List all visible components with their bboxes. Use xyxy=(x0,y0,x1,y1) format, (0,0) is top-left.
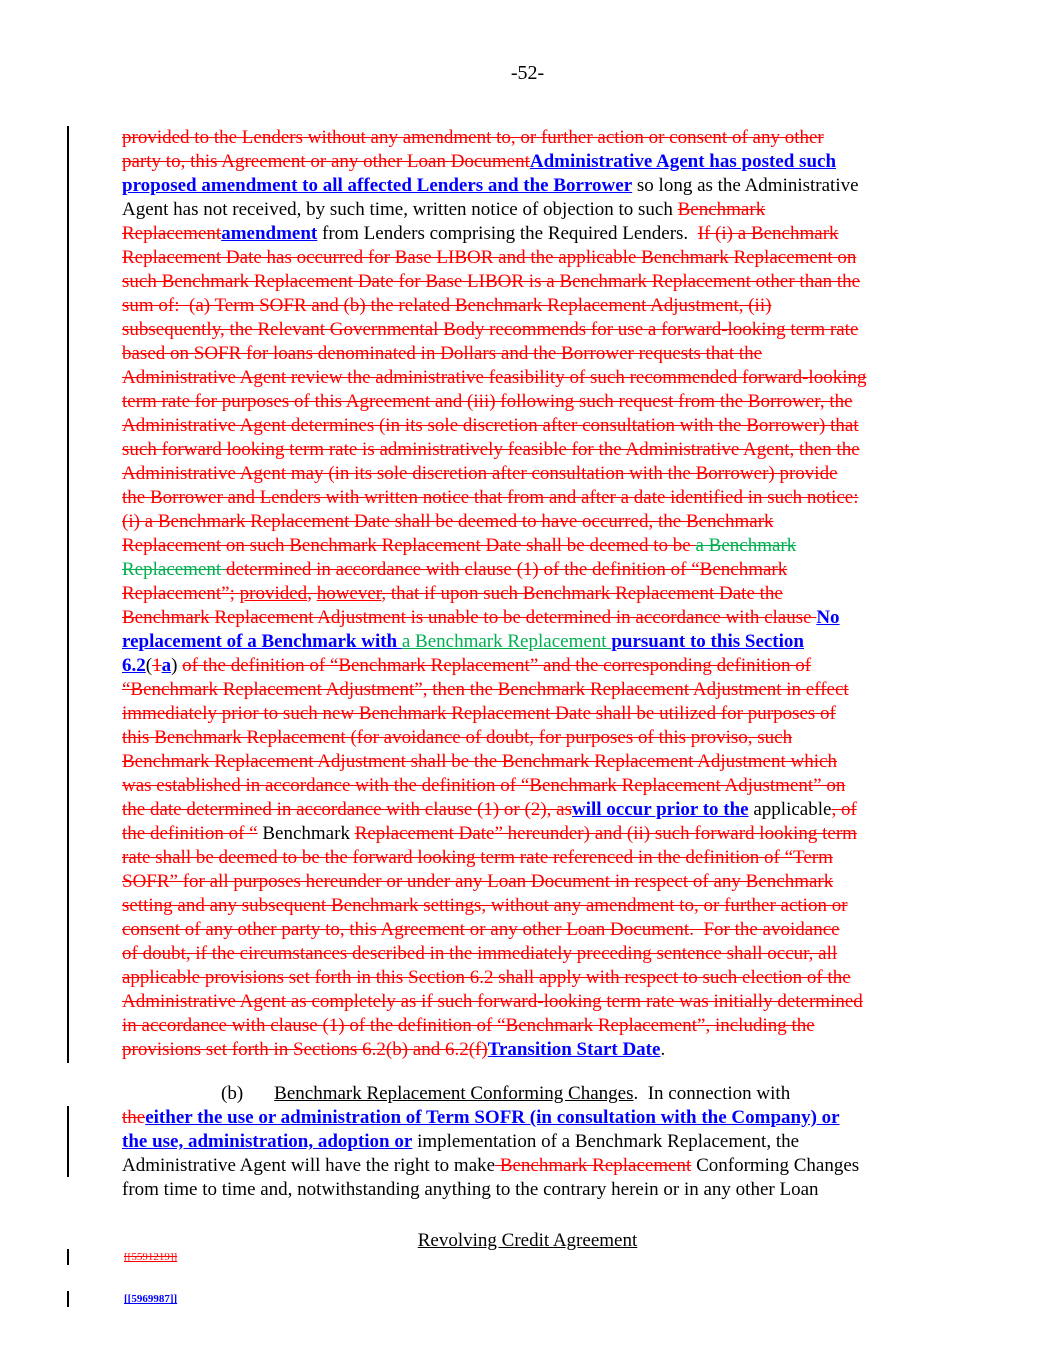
text-line xyxy=(122,1014,934,1038)
text-run-n: ( xyxy=(145,655,153,676)
text-line xyxy=(122,318,934,342)
text-line xyxy=(122,1154,934,1178)
text-run-g: a Benchmark xyxy=(695,535,797,556)
text-line xyxy=(122,294,934,318)
text-line xyxy=(122,438,934,462)
text-run-d: sum of: (a) Term SOFR and (b) the related Benchmark Replacement Adjustment, (ii) xyxy=(122,295,772,316)
text-run-d: such Benchmark Replacement Date for Base LIBOR is a Benchmark Replacement other than the xyxy=(122,271,861,292)
text-run-d: Replacement Date has occurred for Base LIBOR and the applicable Benchmark Replacement on xyxy=(122,247,857,268)
text-run-d: of the definition of “Benchmark Replacement” and the corresponding definition of xyxy=(182,655,812,676)
text-line xyxy=(122,630,934,654)
text-line xyxy=(122,150,934,174)
text-run-i: Administrative Agent has posted such xyxy=(529,151,837,172)
text-run-du: provided xyxy=(239,583,308,604)
text-line xyxy=(122,870,934,894)
text-line xyxy=(122,822,934,846)
text-run-n: so long as the Administrative xyxy=(632,175,859,196)
text-run-n: Administrative Agent will have the right to make xyxy=(122,1155,496,1176)
text-line xyxy=(122,1038,934,1062)
text-run-d: , that if upon such Benchmark Replacement Date the xyxy=(381,583,783,604)
text-run-d: consent of any other party to, this Agreement or any other Loan Document. For the avoidance xyxy=(122,919,840,940)
text-run-d: in accordance with clause (1) of the definition of “Benchmark Replacement”, including the xyxy=(122,1015,815,1036)
text-line xyxy=(122,1106,934,1130)
change-bar-doc-id-inserted xyxy=(67,1291,69,1307)
text-run-d: Replacement on such Benchmark Replacement Date shall be deemed to be xyxy=(122,535,696,556)
text-run-d: the definition of “ xyxy=(122,823,258,844)
change-bar-paragraph-b xyxy=(67,1106,69,1177)
text-run-d: such forward looking term rate is administratively feasible for the Administrative Agent, then the xyxy=(122,439,860,460)
text-line xyxy=(122,750,934,774)
text-line xyxy=(122,126,934,150)
text-run-n: from time to time and, notwithstanding anything to the contrary herein or in any other Loan xyxy=(122,1179,819,1200)
text-run-i: the use, administration, adoption or xyxy=(122,1131,413,1152)
text-run-d: Replacement Date” hereunder) and (ii) such forward looking term xyxy=(354,823,857,844)
text-run-d: , of xyxy=(831,799,857,820)
text-line xyxy=(122,534,934,558)
text-run-d: determined in accordance with clause (1) of the definition of “Benchmark xyxy=(225,559,788,580)
text-run-nu: Benchmark Replacement Conforming Changes xyxy=(274,1083,634,1104)
paragraph-a-continuation xyxy=(122,126,934,1062)
text-line xyxy=(122,270,934,294)
text-run-d: the date determined in accordance with clause (1) or (2), as xyxy=(122,799,572,820)
text-run-d: provisions set forth in Sections 6.2(b) and 6.2(f) xyxy=(122,1039,488,1060)
text-run-n: Benchmark xyxy=(257,823,355,844)
text-run-d: “Benchmark Replacement Adjustment”, then the Benchmark Replacement Adjustment in effect xyxy=(122,679,849,700)
text-run-d: party to, this Agreement or any other Loan Document xyxy=(122,151,530,172)
text-line xyxy=(122,678,934,702)
text-run-n: from Lenders comprising the Required Lenders. xyxy=(317,223,698,244)
text-run-i: No xyxy=(816,607,840,628)
text-run-d: 1 xyxy=(152,655,162,676)
footer-doc-id-deleted: [[5591219]] xyxy=(124,1251,178,1263)
text-line xyxy=(122,558,934,582)
text-line xyxy=(122,462,934,486)
text-line xyxy=(122,702,934,726)
text-line xyxy=(122,774,934,798)
text-line xyxy=(122,390,934,414)
text-line xyxy=(122,1178,934,1202)
text-line xyxy=(122,990,934,1014)
text-run-i: Transition Start Date xyxy=(487,1039,661,1060)
text-run-i: proposed amendment to all affected Lenders and the Borrower xyxy=(122,175,633,196)
text-run-d: Benchmark Replacement Adjustment is unable to be determined in accordance with clause xyxy=(122,607,817,628)
text-run-d: Administrative Agent may (in its sole discretion after consultation with the Borrower) provide xyxy=(122,463,838,484)
text-run-d: rate shall be deemed to be the forward looking term rate referenced in the definition of “Term xyxy=(122,847,833,868)
text-line xyxy=(122,174,934,198)
text-run-n: . In connection with xyxy=(633,1083,791,1104)
text-run-d: , xyxy=(307,583,317,604)
text-run-d: Replacement”; xyxy=(122,583,240,604)
text-line xyxy=(122,894,934,918)
text-line xyxy=(122,414,934,438)
text-run-n: Conforming Changes xyxy=(691,1155,860,1176)
text-line xyxy=(122,198,934,222)
text-run-i: will occur prior to the xyxy=(572,799,749,820)
text-run-d: Administrative Agent determines (in its sole discretion after consultation with the Borrower) that xyxy=(122,415,859,436)
footer-document-title: Revolving Credit Agreement xyxy=(417,1230,638,1251)
text-line xyxy=(122,1130,934,1154)
text-run-d: Benchmark Replacement xyxy=(495,1155,692,1176)
text-line xyxy=(122,798,934,822)
text-run-gi: a Benchmark Replacement xyxy=(401,631,612,652)
text-run-n: . xyxy=(660,1039,666,1060)
text-run-i: amendment xyxy=(221,223,318,244)
text-run-d: Administrative Agent as completely as if such forward-looking term rate was initially determined xyxy=(122,991,863,1012)
text-run-i: replacement of a Benchmark with xyxy=(122,631,402,652)
text-line xyxy=(122,366,934,390)
text-line xyxy=(122,486,934,510)
text-run-i: either the use or administration of Term SOFR (in consultation with the Company) or xyxy=(145,1107,840,1128)
text-run-d: term rate for purposes of this Agreement and (iii) following such request from the Borrower, the xyxy=(122,391,853,412)
text-run-d: the xyxy=(122,1107,146,1128)
text-run-n: ) xyxy=(171,655,183,676)
text-run-d: was established in accordance with the definition of “Benchmark Replacement Adjustment” on xyxy=(122,775,846,796)
text-run-du: however xyxy=(316,583,382,604)
text-line xyxy=(122,654,934,678)
text-run-d: applicable provisions set forth in this Section 6.2 shall apply with respect to such election of the xyxy=(122,967,851,988)
text-line xyxy=(122,342,934,366)
text-run-n: (b) xyxy=(221,1083,244,1104)
text-run-d: (i) a Benchmark Replacement Date shall be deemed to have occurred, the Benchmark xyxy=(122,511,774,532)
text-line xyxy=(122,582,934,606)
text-run-i: pursuant to this Section xyxy=(611,631,804,652)
text-run-d: Administrative Agent review the administrative feasibility of such recommended forward-looking xyxy=(122,367,867,388)
text-line xyxy=(122,222,934,246)
text-run-n: implementation of a Benchmark Replacement, the xyxy=(412,1131,800,1152)
footer-doc-id-inserted: [[5969987]] xyxy=(124,1293,178,1305)
text-line xyxy=(122,510,934,534)
text-line xyxy=(122,1082,934,1106)
text-run-d: Benchmark xyxy=(677,199,766,220)
text-run-d: based on SOFR for loans denominated in Dollars and the Borrower requests that the xyxy=(122,343,763,364)
text-run-d: provided to the Lenders without any amendment to, or further action or consent of any other xyxy=(122,127,824,148)
text-line xyxy=(122,726,934,750)
text-line xyxy=(122,246,934,270)
text-run-d: setting and any subsequent Benchmark settings, without any amendment to, or further action or xyxy=(122,895,848,916)
text-run-n: applicable xyxy=(748,799,832,820)
text-run-d: SOFR” for all purposes hereunder or under any Loan Document in respect of any Benchmark xyxy=(122,871,834,892)
text-run-d: the Borrower and Lenders with written notice that from and after a date identified in such notice: xyxy=(122,487,859,508)
paragraph-b xyxy=(122,1082,934,1202)
page-number: -52- xyxy=(510,62,545,84)
text-run-n: Agent has not received, by such time, written notice of objection to such xyxy=(122,199,678,220)
text-run-d: subsequently, the Relevant Governmental Body recommends for use a forward-looking term rate xyxy=(122,319,859,340)
text-run-i: a xyxy=(161,655,172,676)
text-line xyxy=(122,846,934,870)
change-bar-paragraph-a xyxy=(67,126,69,1063)
text-run-d: Replacement xyxy=(122,223,222,244)
text-line xyxy=(122,606,934,630)
text-line xyxy=(122,942,934,966)
text-run-d: Benchmark Replacement Adjustment shall be the Benchmark Replacement Adjustment which xyxy=(122,751,837,772)
text-line xyxy=(122,918,934,942)
text-run-d: of doubt, if the circumstances described in the immediately preceding sentence shall occur, all xyxy=(122,943,838,964)
text-run-d: If (i) a Benchmark xyxy=(697,223,839,244)
text-run-d: this Benchmark Replacement (for avoidance of doubt, for purposes of this proviso, such xyxy=(122,727,793,748)
text-run-g: Replacement xyxy=(122,559,226,580)
text-run-d: immediately prior to such new Benchmark Replacement Date shall be utilized for purposes of xyxy=(122,703,836,724)
text-line xyxy=(122,966,934,990)
text-run-i: 6.2 xyxy=(122,655,146,676)
